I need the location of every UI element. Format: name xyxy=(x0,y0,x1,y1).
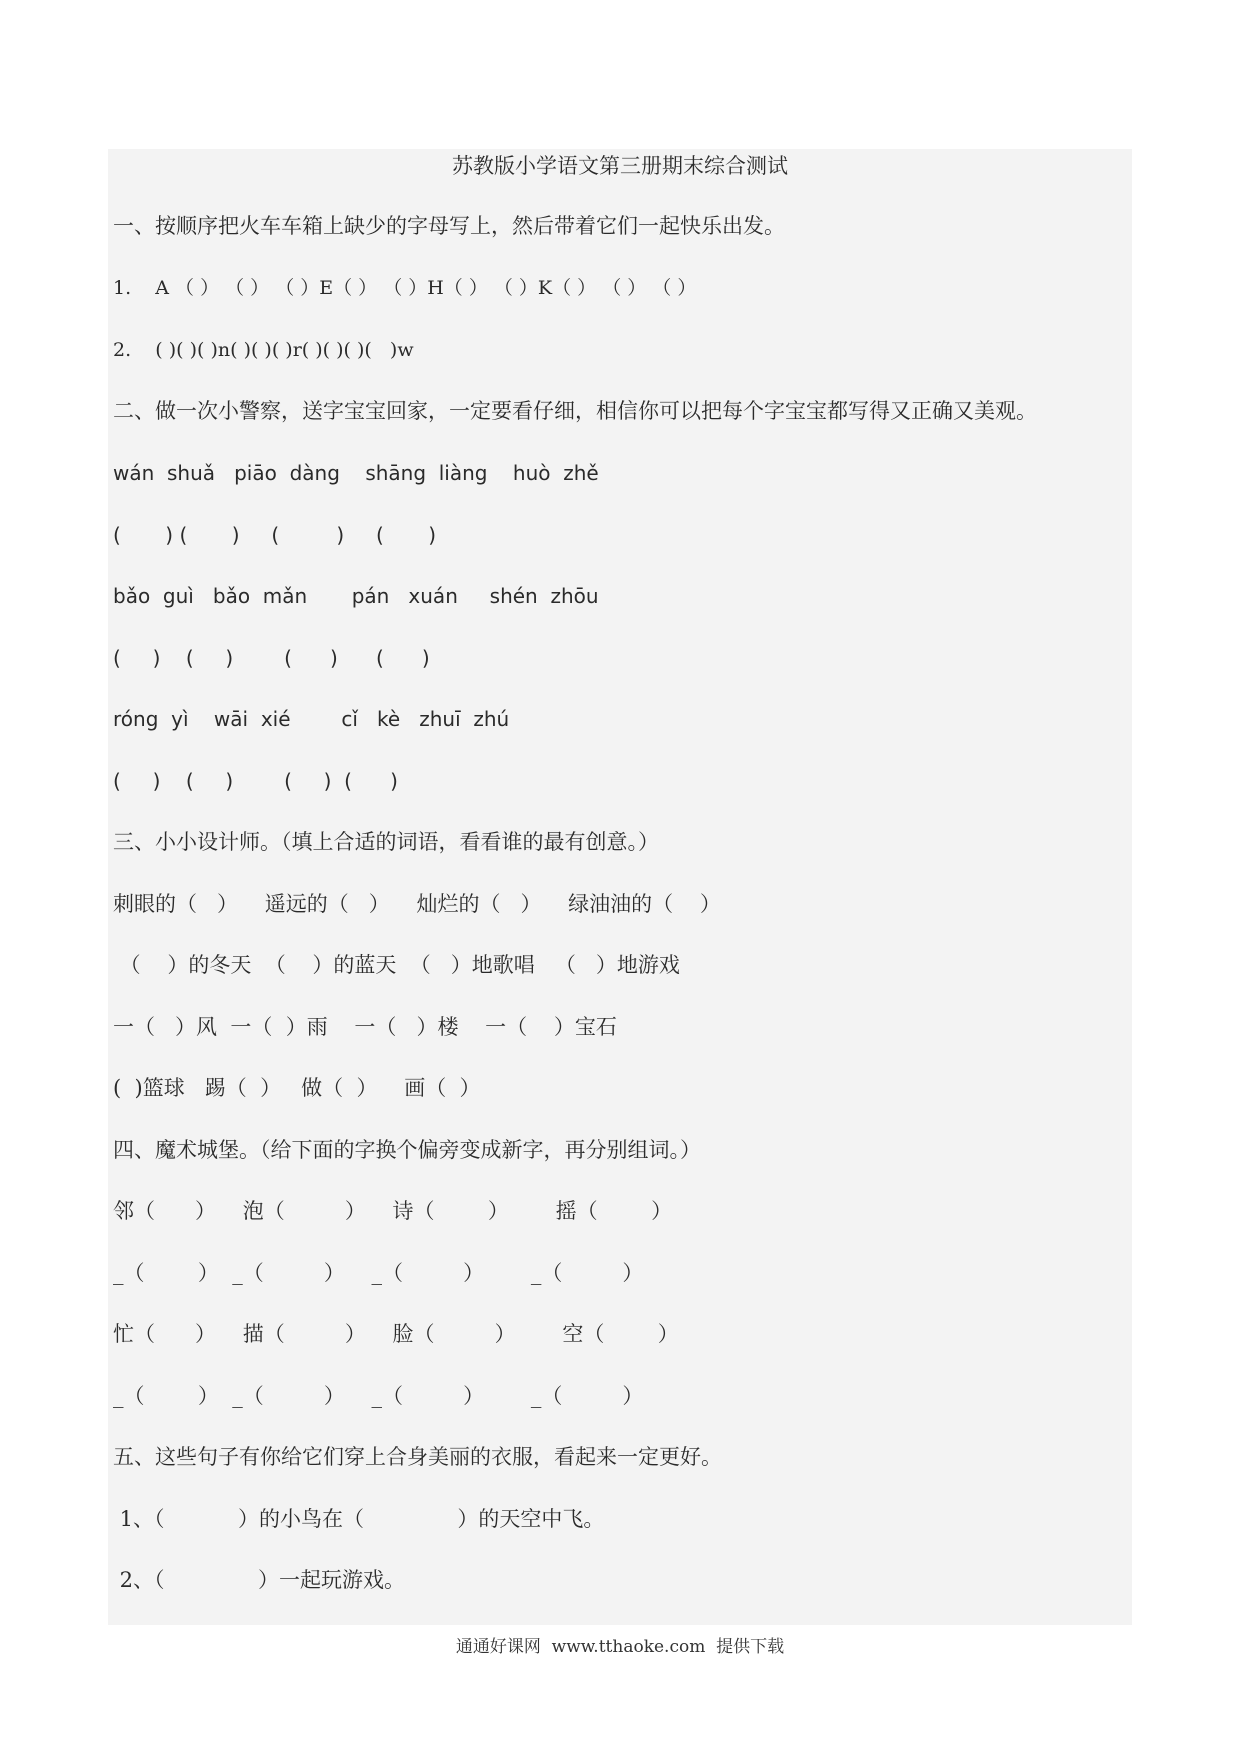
section4-heading: 四、魔术城堡。（给下面的字换个偏旁变成新字，再分别组词。） xyxy=(113,1138,701,1162)
section4-line-4: _（ ） _（ ） _（ ） _（ ） xyxy=(113,1384,644,1408)
pinyin-row-3: róng yì wāi xié cǐ kè zhuī zhú xyxy=(113,707,510,731)
page-footer: 通通好课网 www.tthaoke.com 提供下载 xyxy=(455,1637,785,1657)
section4-line-2: _（ ） _（ ） _（ ） _（ ） xyxy=(113,1261,644,1285)
section4-line-3: 忙（ ） 描（ ） 脸（ ） 空（ ） xyxy=(113,1322,679,1346)
blank-row-3: ( ) ( ) ( ) ( ) xyxy=(113,769,398,793)
section4-line-1: 邻（ ） 泡（ ） 诗（ ） 摇（ ） xyxy=(113,1199,673,1223)
section3-line-4: ( )篮球 踢（ ） 做（ ） 画（ ） xyxy=(113,1076,481,1100)
section3-line-2: （ ）的冬天 （ ）的蓝天 （ ）地歌唱 （ ）地游戏 xyxy=(113,953,680,977)
document-title: 苏教版小学语文第三册期末综合测试 xyxy=(452,154,788,178)
pinyin-row-1: wán shuǎ piāo dàng shāng liàng huò zhě xyxy=(113,461,599,485)
section1-heading: 一、按顺序把火车车箱上缺少的字母写上，然后带着它们一起快乐出发。 xyxy=(113,214,785,238)
section3-line-3: 一（ ）风 一（ ）雨 一（ ）楼 一（ ）宝石 xyxy=(113,1015,617,1039)
blank-row-2: ( ) ( ) ( ) ( ) xyxy=(113,646,430,670)
section5-line-1: 1、（ ）的小鸟在（ ）的天空中飞。 xyxy=(113,1507,605,1531)
pinyin-row-2: bǎo guì bǎo mǎn pán xuán shén zhōu xyxy=(113,584,599,608)
section5-line-2: 2、（ ）一起玩游戏。 xyxy=(113,1568,405,1592)
section1-line-2: 2. ( )( )( )n( )( )( )r( )( )( )( )w xyxy=(113,339,414,361)
section3-heading: 三、小小设计师。（填上合适的词语，看看谁的最有创意。） xyxy=(113,830,659,854)
section3-line-1: 刺眼的（ ） 遥远的（ ） 灿烂的（ ） 绿油油的（ ） xyxy=(113,892,721,916)
section1-line-1: 1. A （ ） （ ） （ ）E（ ） （ ）H（ ） （ ）K（ ） （ ） （ ） xyxy=(113,277,697,299)
section2-heading: 二、做一次小警察，送字宝宝回家，一定要看仔细，相信你可以把每个字宝宝都写得又正确又美观。 xyxy=(113,399,1037,423)
section5-heading: 五、这些句子有你给它们穿上合身美丽的衣服，看起来一定更好。 xyxy=(113,1445,722,1469)
blank-row-1: ( ) ( ) ( ) ( ) xyxy=(113,523,437,547)
